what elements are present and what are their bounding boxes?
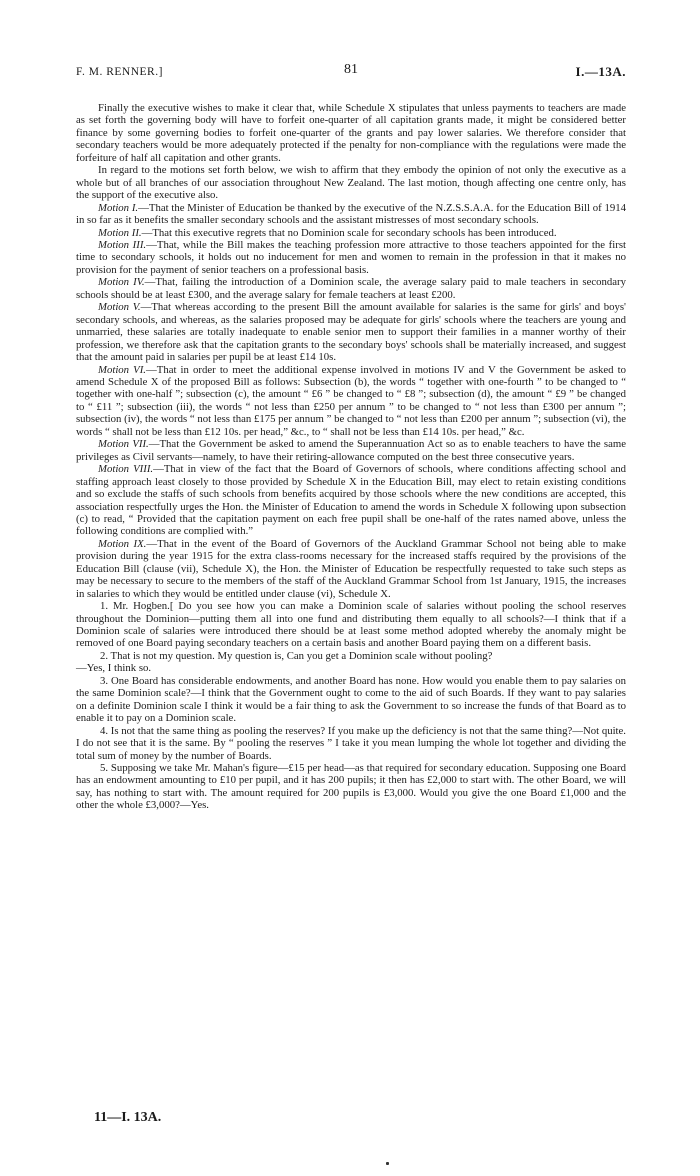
motion-label: Motion III.: [98, 238, 147, 251]
page-header: [76, 62, 626, 82]
question-answer: 1. Mr. Hogben.[ Do you see how you can make a Dominion scale of salaries without pooling the school reserves throughout the Dominion—putting them all into one fund and distributing them equally to all schools?—I think that if a Dominion scale of salaries were introduced there should be at least some method adopted whereby the anomaly might be removed of one Board paying secondary teachers on a certain basis and another Board paying them on a different basis.: [76, 600, 626, 650]
motion-paragraph: Motion III.—That, while the Bill makes the teaching profession more attractive to those teachers appointed for the first time to secondary schools, it holds out no inducement for men and women to remain in the profession in that it makes no provision for the payment of senior teachers on a professional basis.: [76, 238, 627, 276]
paragraph: Finally the executive wishes to make it clear that, while Schedule X stipulates that unless payments to teachers are made as set forth the governing body will have to forfeit one-quarter of all capitation grants made, it might be considered better finance by some governing bodies to forfeit one-quarter of the grants and pay lower salaries. We therefore consider that secondary teachers would be more adequately protected if the penalty for non-compliance with the regulations were made the forfeiture of half all capitation and other grants.: [76, 102, 626, 164]
motion-paragraph: Motion IX.—That in the event of the Board of Governors of the Auckland Grammar School not being able to make provision during the year 1915 for the extra class-rooms necessary for the increased staffs required by the provisions of the Education Bill (clause (vii), Schedule X), the Hon. the Minister of Education be respectfully requested to take such steps as may be necessary to secure to the members of the staff of the Auckland Grammar School from 1st January, 1915, the increases in salaries to which they would be entitled under clause (vi), Schedule X.: [76, 537, 627, 600]
question-answer: 2. That is not my question. My question is, Can you get a Dominion scale without pooling?: [100, 649, 493, 662]
question-answer: 3. One Board has considerable endowments, and another Board has none. How would you enable them to pay salaries on the same Dominion scale?—I think that the Government ought to come to the aid of such Boards. If they want to pay salaries on a definite Dominion scale I think it would be a fair thing to ask the Government to so increase the funds of that Board as to enable it to pay on a Dominion scale.: [76, 674, 626, 725]
motion-paragraph: Motion VI.—That in order to meet the additional expense involved in motions IV and V the Government be asked to amend Schedule X of the proposed Bill as follows: Subsection (b), the words “ together with one-fourth ” to be changed to “ together with one-half ”; subsection (c), the amount “ £6 ” be changed to “ £8 ”; subsection (d), the amount “ £9 ” be changed to “ £11 ”; subsection (iii), the words “ not less than £250 per annum ” to be changed to “ not less than £300 per annum ”; subsection (iv), the words “ not less than £175 per annum ” be changed to “ not less than £200 per annum ”; subsection (vi), the words “ shall not be less than £12 10s. per head,” &c., to “ shall not be less than £14 10s. per head,” &c.: [76, 363, 626, 438]
motion-paragraph: Motion VII.—That the Government be asked to amend the Superannuation Act so as to enable teachers to have the same privileges as Civil servants—namely, to have their retiring-allowance computed on the best three consecutive years.: [76, 438, 627, 463]
motion-label: Motion VI.: [98, 363, 146, 376]
motion-label: Motion II.: [98, 226, 142, 239]
motion-label: Motion VII.: [98, 438, 149, 451]
motion-paragraph: Motion IV.—That, failing the introduction of a Dominion scale, the average salary paid to male teachers in secondary schools should be at least £300, and the average salary for female teachers at least £200.: [76, 276, 626, 301]
question-answer: 4. Is not that the same thing as pooling the reserves? If you make up the deficiency is not that the same thing?—Not quite. I do not see that it is the same. By “ pooling the reserves ” I take it you mean lumping the whole lot together and dividing the total sum of money by the number of Boards.: [76, 724, 626, 762]
answer-continuation: —Yes, I think so.: [76, 662, 152, 675]
motion-label: Motion IV.: [98, 276, 145, 289]
motion-label: Motion I.: [98, 201, 139, 214]
document-code: I.—13A.: [575, 64, 626, 79]
page-body: [76, 102, 626, 812]
motion-paragraph: Motion I.—That the Minister of Education be thanked by the executive of the N.Z.S.S.A.A. for the Education Bill of 1914 in so far as it benefits the smaller secondary schools and the assistant mistresses of most secondary schools.: [76, 201, 627, 227]
motion-label: Motion V.: [98, 301, 141, 314]
motion-paragraph: Motion VIII.—That in view of the fact that the Board of Governors of schools, where conditions affecting school and staffing approach least closely to those provided by Schedule X in the Education Bill, may elect to retain existing conditions and so exclude the staffs of such schools from benefits acquired by those schools where the new conditions are accepted, this association respectfully urges the Hon. the Minister of Education to amend the words in Schedule X following upon subsection (c) to read, “ Provided that the capitation payment on each free pupil shall be one-half of the rates named above, unless the following conditions are complied with.”: [76, 463, 627, 538]
motion-label: Motion VIII.: [98, 463, 154, 476]
motion-label: Motion IX.: [98, 537, 147, 550]
page-number: 81: [344, 62, 358, 77]
motion-paragraph: Motion V.—That whereas according to the present Bill the amount available for salaries is the same for girls' and boys' secondary schools, and whereas, as the salaries proposed may be adequate for girls' schools where the teachers are young and unmarried, these salaries are totally inadequate to enable senior men to support their families in a manner worthy of their profession, we therefore ask that the capitation grants to the secondary boys' schools shall be materially increased, and suggest that the amount paid in salaries per pupil be at least £14 10s.: [76, 301, 626, 364]
motion-paragraph: Motion II.—That this executive regrets that no Dominion scale for secondary schools has been introduced.: [98, 226, 557, 239]
header-author: F. M. RENNER.]: [76, 66, 163, 78]
print-speck: [386, 1162, 389, 1165]
paragraph: In regard to the motions set forth below, we wish to affirm that they embody the opinion of not only the executive as a whole but of all branches of our association throughout New Zealand. The last motion, though affecting one centre only, has the support of the executive also.: [76, 164, 626, 202]
sheet-signature: 11—I. 13A.: [94, 1110, 162, 1125]
question-answer: 5. Supposing we take Mr. Mahan's figure—£15 per head—as that required for secondary education. Supposing one Board has an endowment amounting to £10 per pupil, and it has 200 pupils; it then has £2,000 to start with. The other Board, we will say, has nothing to start with. The amount required for 200 pupils is £3,000. Would you give the one Board £1,000 and the other the whole £3,000?—Yes.: [76, 762, 626, 812]
